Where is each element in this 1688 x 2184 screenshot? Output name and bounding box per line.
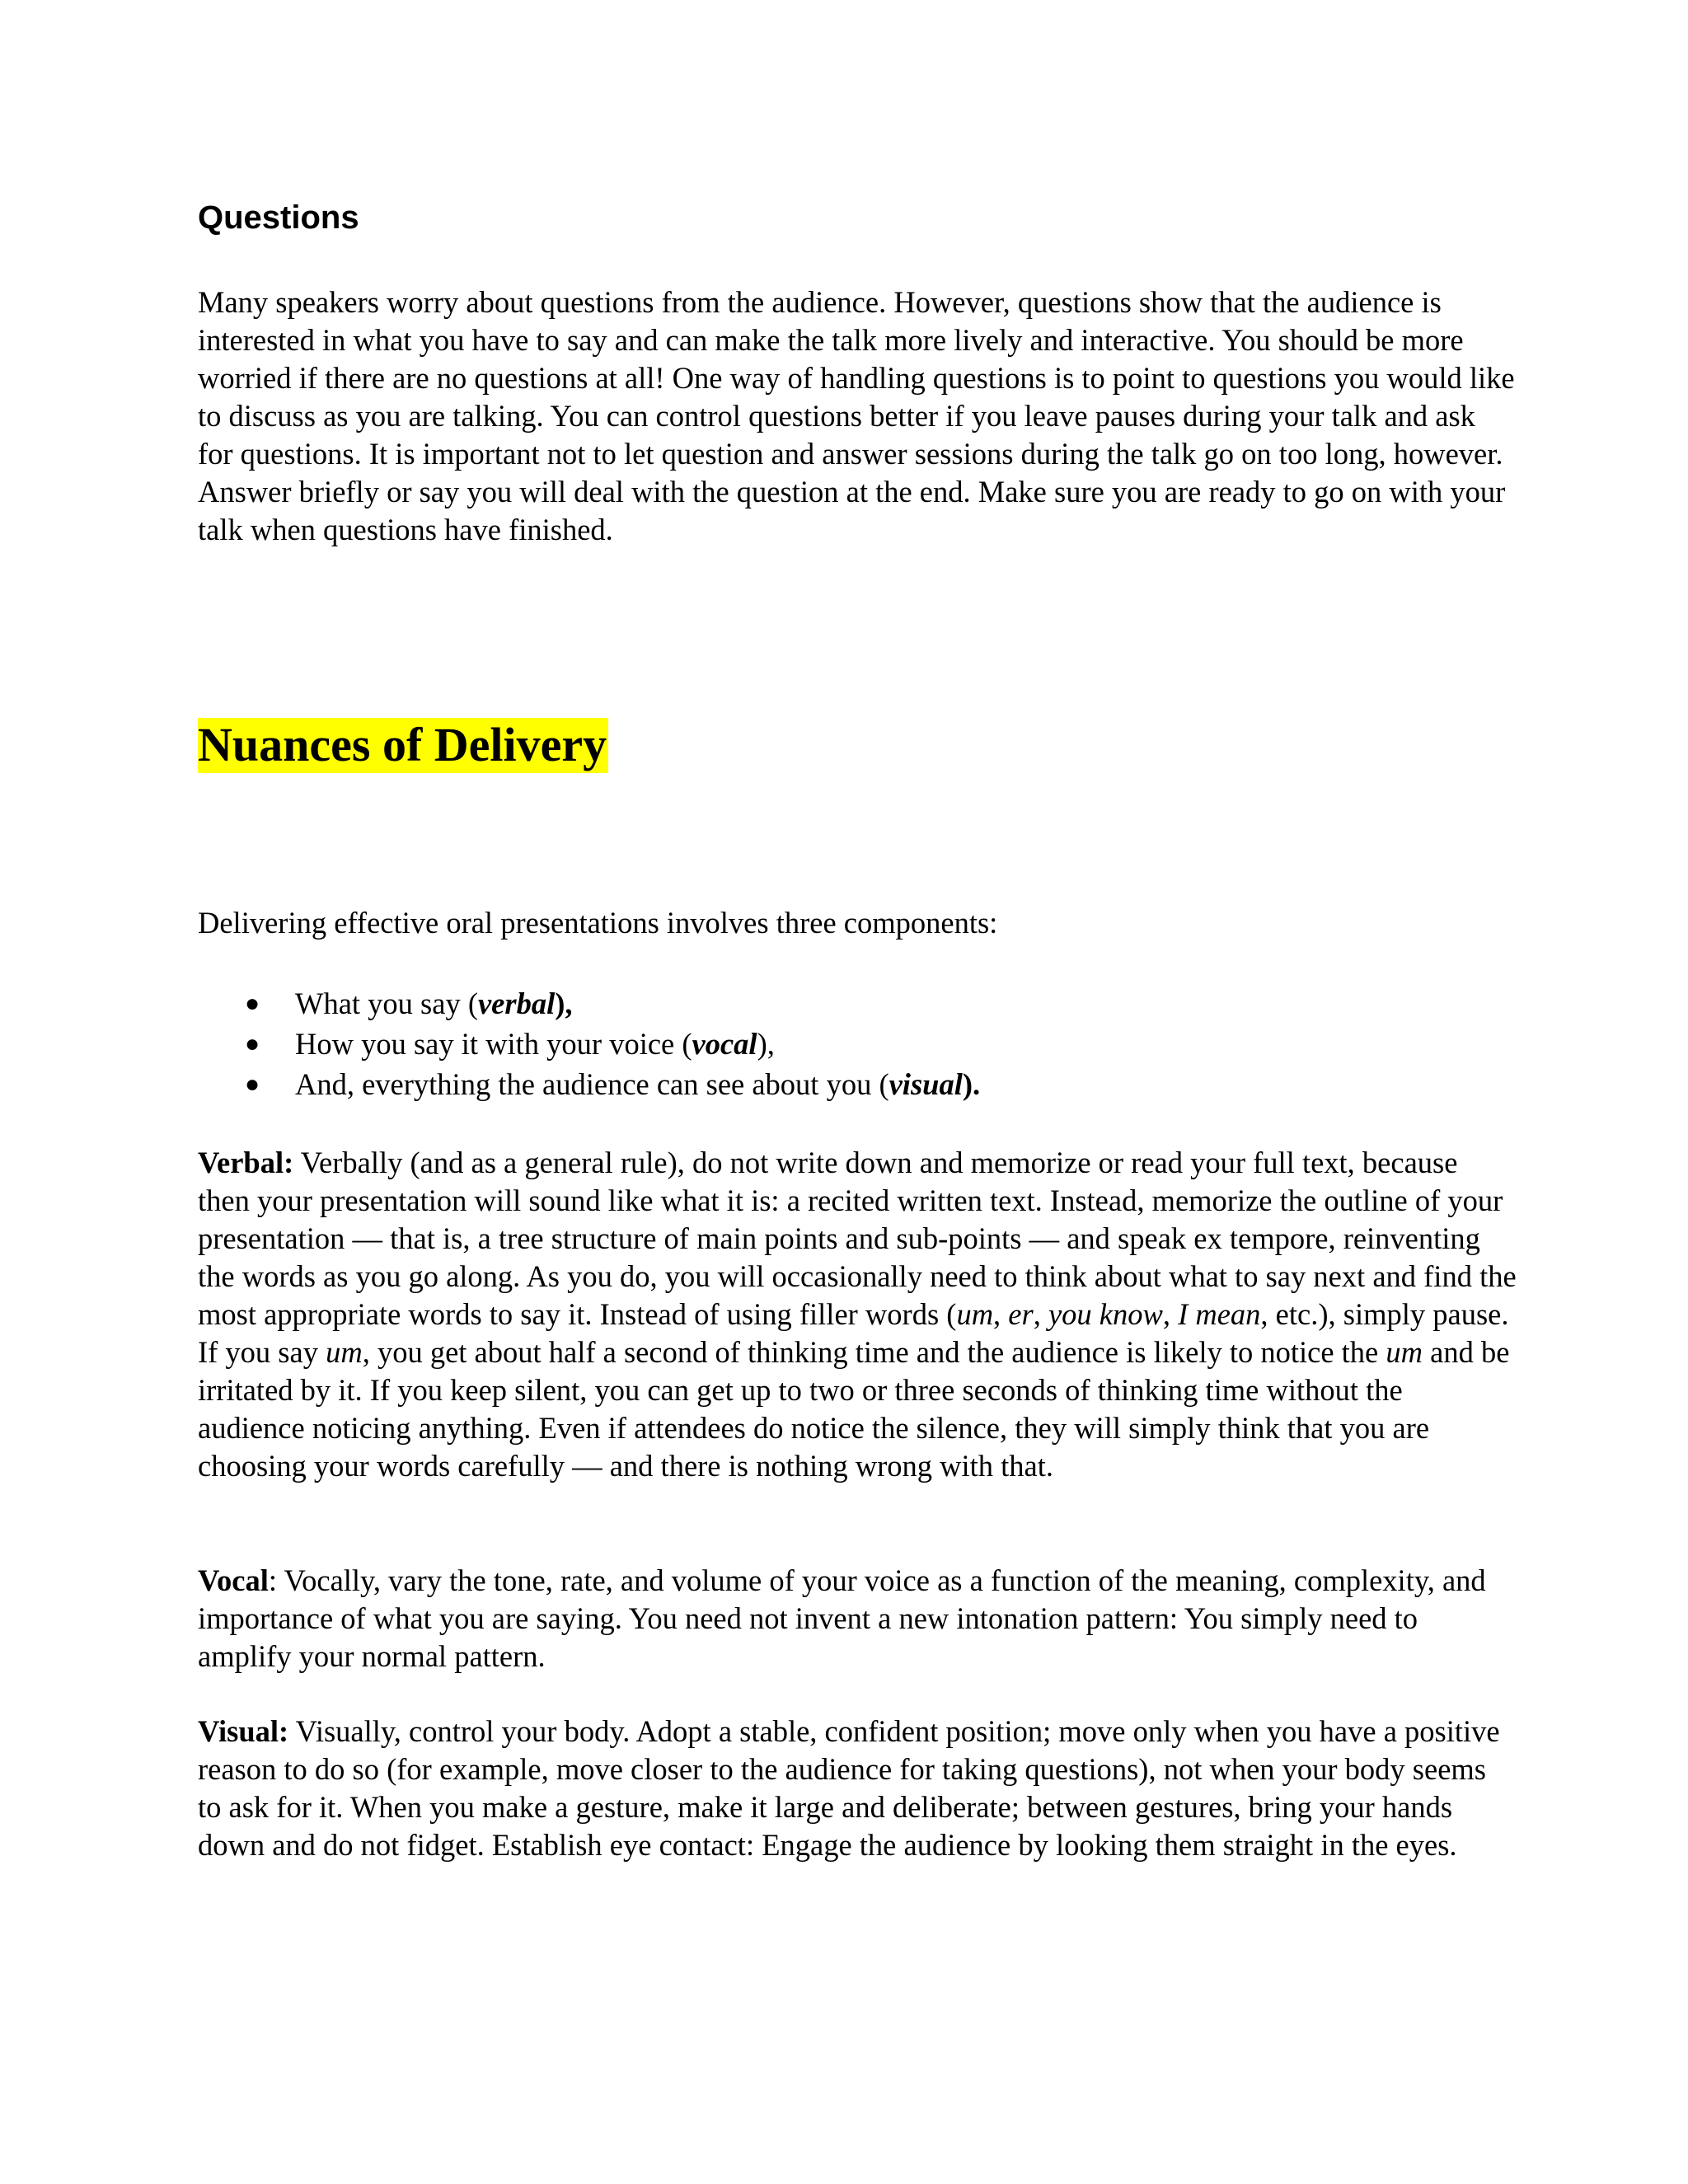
questions-paragraph: Many speakers worry about questions from the audience. However, questions show that the audience is interested in what you have to say and can make the talk more lively and interactive. You should be more worried if there are no questions at all! One way of handling questions is to point to questions you would like to discuss as you are talking. You can control questions better if you leave pauses during your talk and ask for questions. It is important not to let question and answer sessions during the talk go on too long, however. Answer briefly or say you will deal with the question at the end. Make sure you are ready to go on with your talk when questions have finished.: [198, 285, 1515, 546]
list-item-closing: ).: [962, 1067, 981, 1101]
filler-word: er: [1008, 1297, 1034, 1331]
verbal-text: ,: [993, 1297, 1009, 1331]
list-item-vocal: [198, 1024, 1517, 1064]
document-page: [198, 0, 1517, 2184]
list-item-text: How you say it with your voice (: [295, 1027, 692, 1061]
visual-paragraph: [198, 1713, 1517, 1864]
bullet-icon: ●: [245, 1071, 260, 1098]
verbal-paragraph: [198, 1144, 1517, 1485]
filler-word: um: [956, 1297, 994, 1331]
list-item-term: verbal: [477, 987, 556, 1020]
bullet-icon: ●: [245, 990, 260, 1017]
list-item-verbal: [198, 983, 1517, 1024]
vocal-label: Vocal: [198, 1563, 269, 1597]
vocal-text: : Vocally, vary the tone, rate, and volume of your voice as a function of the meaning, complexity, and importance of what you are saying. You need not invent a new intonation pattern: You simply need to amplify your normal pattern.: [198, 1563, 1486, 1673]
list-item-closing: ),: [555, 987, 573, 1020]
list-item-closing: ),: [757, 1027, 775, 1061]
filler-word: you know: [1048, 1297, 1163, 1331]
list-item-term: visual: [889, 1067, 963, 1101]
filler-word: um: [326, 1335, 363, 1369]
list-item-text: What you say (: [295, 987, 478, 1020]
visual-label: Visual:: [198, 1714, 289, 1748]
filler-word: um: [1386, 1335, 1423, 1369]
list-item-visual: [198, 1064, 1517, 1104]
nuances-heading: [198, 717, 608, 773]
nuances-heading-highlight: Nuances of Delivery: [198, 718, 607, 771]
vocal-paragraph: [198, 1562, 1517, 1675]
verbal-text: ,: [1162, 1297, 1179, 1331]
components-list: [198, 983, 1517, 1104]
verbal-text: , etc.), simply pause. If you say: [198, 1297, 1509, 1369]
questions-heading: Questions: [198, 199, 359, 236]
verbal-text: and be irritated by it. If you keep silent, you can get up to two or three seconds of thinking time without the audience noticing anything. Even if attendees do notice the silence, they will simply think that you are choosing your words carefully — and there is nothing wrong with that.: [198, 1335, 1510, 1483]
bullet-icon: ●: [245, 1030, 260, 1057]
verbal-text: ,: [1033, 1297, 1048, 1331]
list-item-text: And, everything the audience can see about you (: [295, 1067, 889, 1101]
filler-word: I mean: [1178, 1297, 1261, 1331]
visual-text: Visually, control your body. Adopt a stable, confident position; move only when you have a positive reason to do so (for example, move closer to the audience for taking questions), not when your body seems to ask for it. When you make a gesture, make it large and deliberate; between gestures, bring your hands down and do not fidget. Establish eye contact: Engage the audience by looking them straight in the eyes.: [198, 1714, 1500, 1862]
intro-paragraph: Delivering effective oral presentations involves three components:: [198, 906, 998, 940]
verbal-label: Verbal:: [198, 1146, 294, 1179]
verbal-text: Verbally (and as a general rule), do not write down and memorize or read your full text, because then your presentation will sound like what it is: a recited written text. Instead, memorize the outline of your presentation — that is, a tree structure of main points and sub-points — and speak ex tempore, reinventing the words as you go along. As you do, you will occasionally need to think about what to say next and find the most appropriate words to say it. Instead of using filler words (: [198, 1146, 1517, 1331]
verbal-text: , you get about half a second of thinking time and the audience is likely to notice the: [362, 1335, 1386, 1369]
list-item-term: vocal: [692, 1027, 757, 1061]
